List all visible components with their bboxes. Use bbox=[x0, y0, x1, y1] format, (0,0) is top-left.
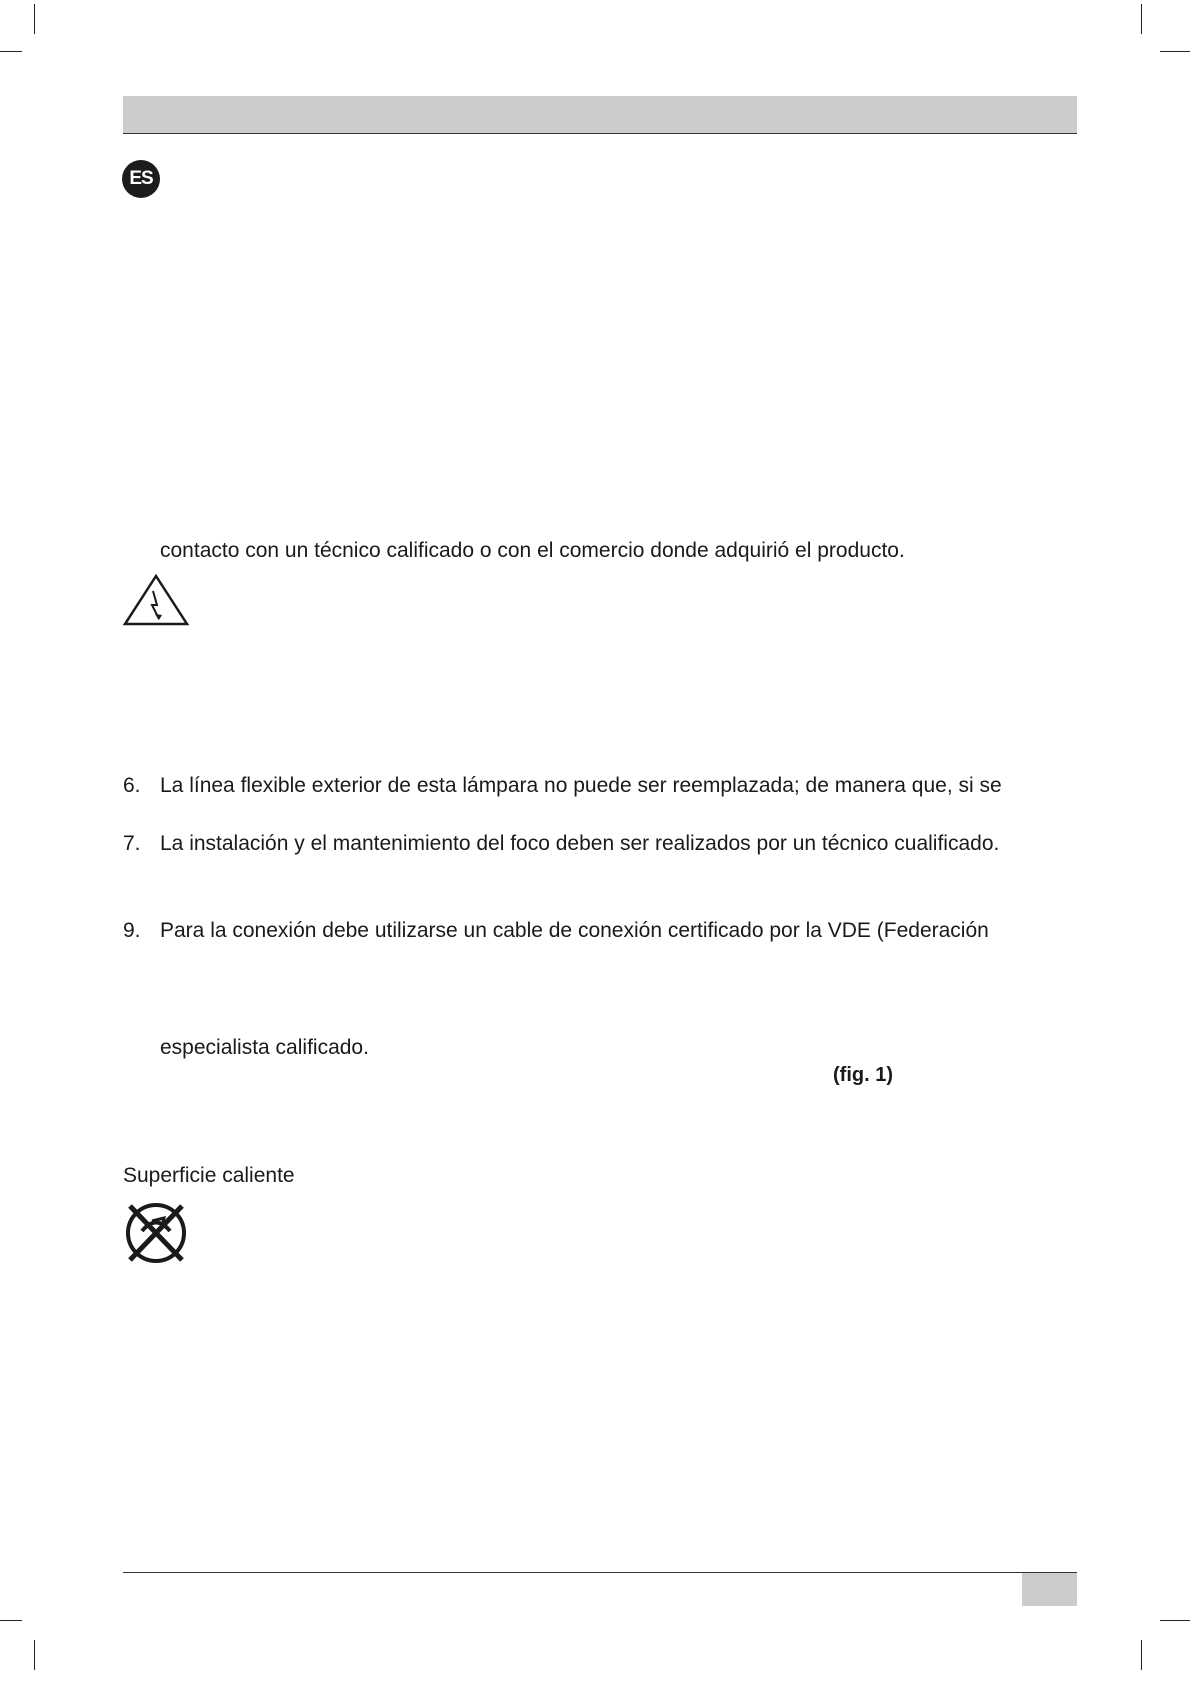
page-number-box bbox=[1022, 1573, 1077, 1606]
footer-rule bbox=[123, 1572, 1077, 1573]
list-item-number: 6. bbox=[123, 774, 141, 797]
crop-mark bbox=[1141, 4, 1142, 34]
header-rule bbox=[123, 133, 1077, 134]
crop-mark bbox=[34, 4, 35, 34]
list-item-number: 7. bbox=[123, 832, 141, 855]
crop-mark bbox=[0, 1620, 22, 1621]
header-bar bbox=[123, 96, 1077, 133]
electric-hazard-warning-icon bbox=[122, 573, 190, 627]
list-item-text: La instalación y el mantenimiento del foco deben ser realizados por un técnico cualificado. bbox=[160, 832, 1000, 855]
figure-label: (fig. 1) bbox=[833, 1064, 893, 1086]
list-item-text: Para la conexión debe utilizarse un cable de conexión certificado por la VDE (Federación bbox=[160, 919, 989, 942]
crop-mark bbox=[0, 51, 22, 52]
paragraph-continuation: contacto con un técnico calificado o con el comercio donde adquirió el producto. bbox=[160, 539, 905, 562]
crop-mark bbox=[1141, 1640, 1142, 1670]
item-continuation: especialista calificado. bbox=[160, 1036, 369, 1059]
list-item-number: 9. bbox=[123, 919, 141, 942]
do-not-cover-icon bbox=[122, 1200, 190, 1266]
crop-mark bbox=[1160, 51, 1190, 52]
language-badge: ES bbox=[122, 160, 160, 198]
list-item-text: La línea flexible exterior de esta lámpara no puede ser reemplazada; de manera que, si se bbox=[160, 774, 1002, 797]
crop-mark bbox=[34, 1640, 35, 1670]
crop-mark bbox=[1160, 1620, 1190, 1621]
hot-surface-label: Superficie caliente bbox=[123, 1164, 295, 1187]
